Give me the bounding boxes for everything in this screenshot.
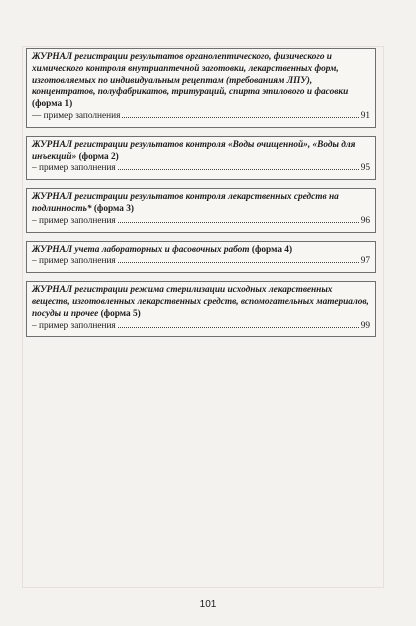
entry-suffix: – пример заполнения [32,163,116,174]
page-number: 101 [199,599,217,610]
entry-title: ЖУРНАЛ регистрации результатов контроля «Воды очищенной», «Воды для инъекций» [32,139,356,162]
entry-form: (форма 4) [251,244,293,255]
toc-list [26,48,376,345]
entry-title: ЖУРНАЛ регистрации режима стерилизации исходных лекарственных веществ, изготовленных лекарственных средств, вспомогательных материалов, посуды и прочее [32,285,369,319]
entry-page: 91 [360,110,370,121]
entry-form: (форма 3) [93,203,135,214]
entry-page: 95 [360,163,370,174]
toc-entry-form-2[interactable] [26,136,376,180]
entry-page: 96 [360,215,370,226]
entry-title: ЖУРНАЛ учета лабораторных и фасовочных работ [32,244,250,255]
entry-suffix: – пример заполнения [32,320,116,331]
entry-form: (форма 2) [78,151,119,162]
entry-suffix: – пример заполнения [32,215,116,226]
entry-form: (форма 1) [32,99,73,110]
toc-entry-form-5[interactable] [26,281,376,337]
entry-title: ЖУРНАЛ регистрации результатов контроля лекарственных средств на подлинность* [32,192,339,214]
entry-suffix: — пример заполнения [32,110,121,121]
toc-entry-form-1[interactable] [26,48,376,128]
entry-suffix: – пример заполнения [32,256,116,267]
entry-page: 99 [360,320,370,331]
entry-page: 97 [360,256,370,267]
toc-entry-form-4[interactable] [26,241,376,274]
entry-form: (форма 5) [100,308,141,319]
entry-title: ЖУРНАЛ регистрации результатов органолептического, физического и химического контроля внутриаптечной заготовки, лекарственных форм, изготовляемых по индивидуальным рецептам (требованиям ЛПУ), концентратов, полуфабрикатов, тритураций, спирта этилового и фасовки [32,52,349,98]
toc-entry-form-3[interactable] [26,188,376,232]
